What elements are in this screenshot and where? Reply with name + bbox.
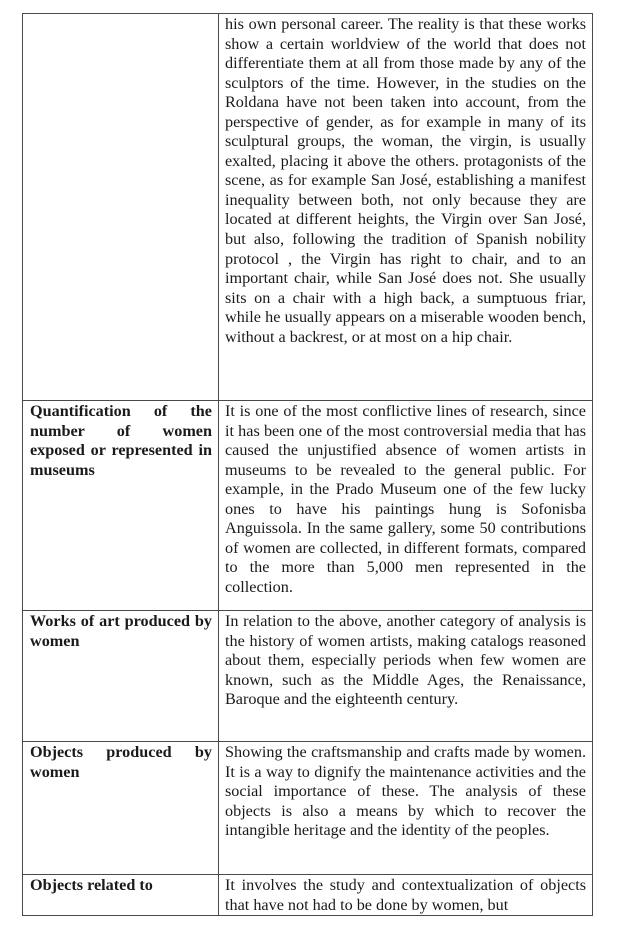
category-label: Objects related to — [30, 876, 153, 894]
table-row — [23, 14, 593, 401]
description-cell — [219, 875, 593, 916]
category-cell — [23, 611, 219, 742]
description-text: Showing the craftsmanship and crafts made by women. It is a way to dignify the maintenance activities and the social importance of these. The analysis of these objects is also a means by which to recover the intangible heritage and the identity of the peoples. — [225, 743, 586, 840]
category-label: Objects produced by women — [30, 743, 212, 781]
category-label — [30, 14, 212, 15]
description-text: his own personal career. The reality is that these works show a certain worldview of the world that does not differentiate them at all from those made by any of the sculptors of the time. However, in the studies on the Roldana have not been taken into account, from the perspective of gender, as for example in many of its sculptural groups, the woman, the virgin, is usually exalted, placing it above the others. protagonists of the scene, as for example San José, establishing a manifest inequality between both, not only because they are located at different heights, the Virgin over San José, but also, following the tradition of Spanish nobility protocol , the Virgin has right to chair, and to an important chair, while San José does not. She usually sits on a chair with a high back, a sumptuous friar, while he usually appears on a miserable wooden bench, without a backrest, or at most on a hip chair. — [225, 15, 586, 346]
table-row — [23, 875, 593, 916]
description-text: In relation to the above, another category of analysis is the history of women artists, making catalogs reasoned about them, especially periods when few women are known, such as the Middle Ages, the Renaissance, Baroque and the eighteenth century. — [225, 612, 586, 709]
category-cell — [23, 742, 219, 875]
category-label: Quantification of the number of women exposed or represented in museums — [30, 402, 212, 479]
category-cell — [23, 401, 219, 611]
research-categories-table — [22, 13, 593, 916]
description-text: It involves the study and contextualization of objects that have not had to be done by women, but — [225, 876, 586, 914]
description-cell — [219, 611, 593, 742]
category-cell — [23, 14, 219, 401]
table-row — [23, 401, 593, 611]
category-cell — [23, 875, 219, 916]
category-label: Works of art produced by women — [30, 612, 212, 650]
table-row — [23, 611, 593, 742]
description-text: It is one of the most conflictive lines of research, since it has been one of the most controversial media that has caused the unjustified absence of women artists in museums to be revealed to the general public. For example, in the Prado Museum one of the few lucky ones to have his paintings hung is Sofonisba Anguissola. In the same gallery, some 50 contributions of women are collected, in different formats, compared to the more than 5,000 men represented in the collection. — [225, 402, 586, 596]
table-row — [23, 742, 593, 875]
description-cell — [219, 401, 593, 611]
description-cell — [219, 742, 593, 875]
description-cell — [219, 14, 593, 401]
